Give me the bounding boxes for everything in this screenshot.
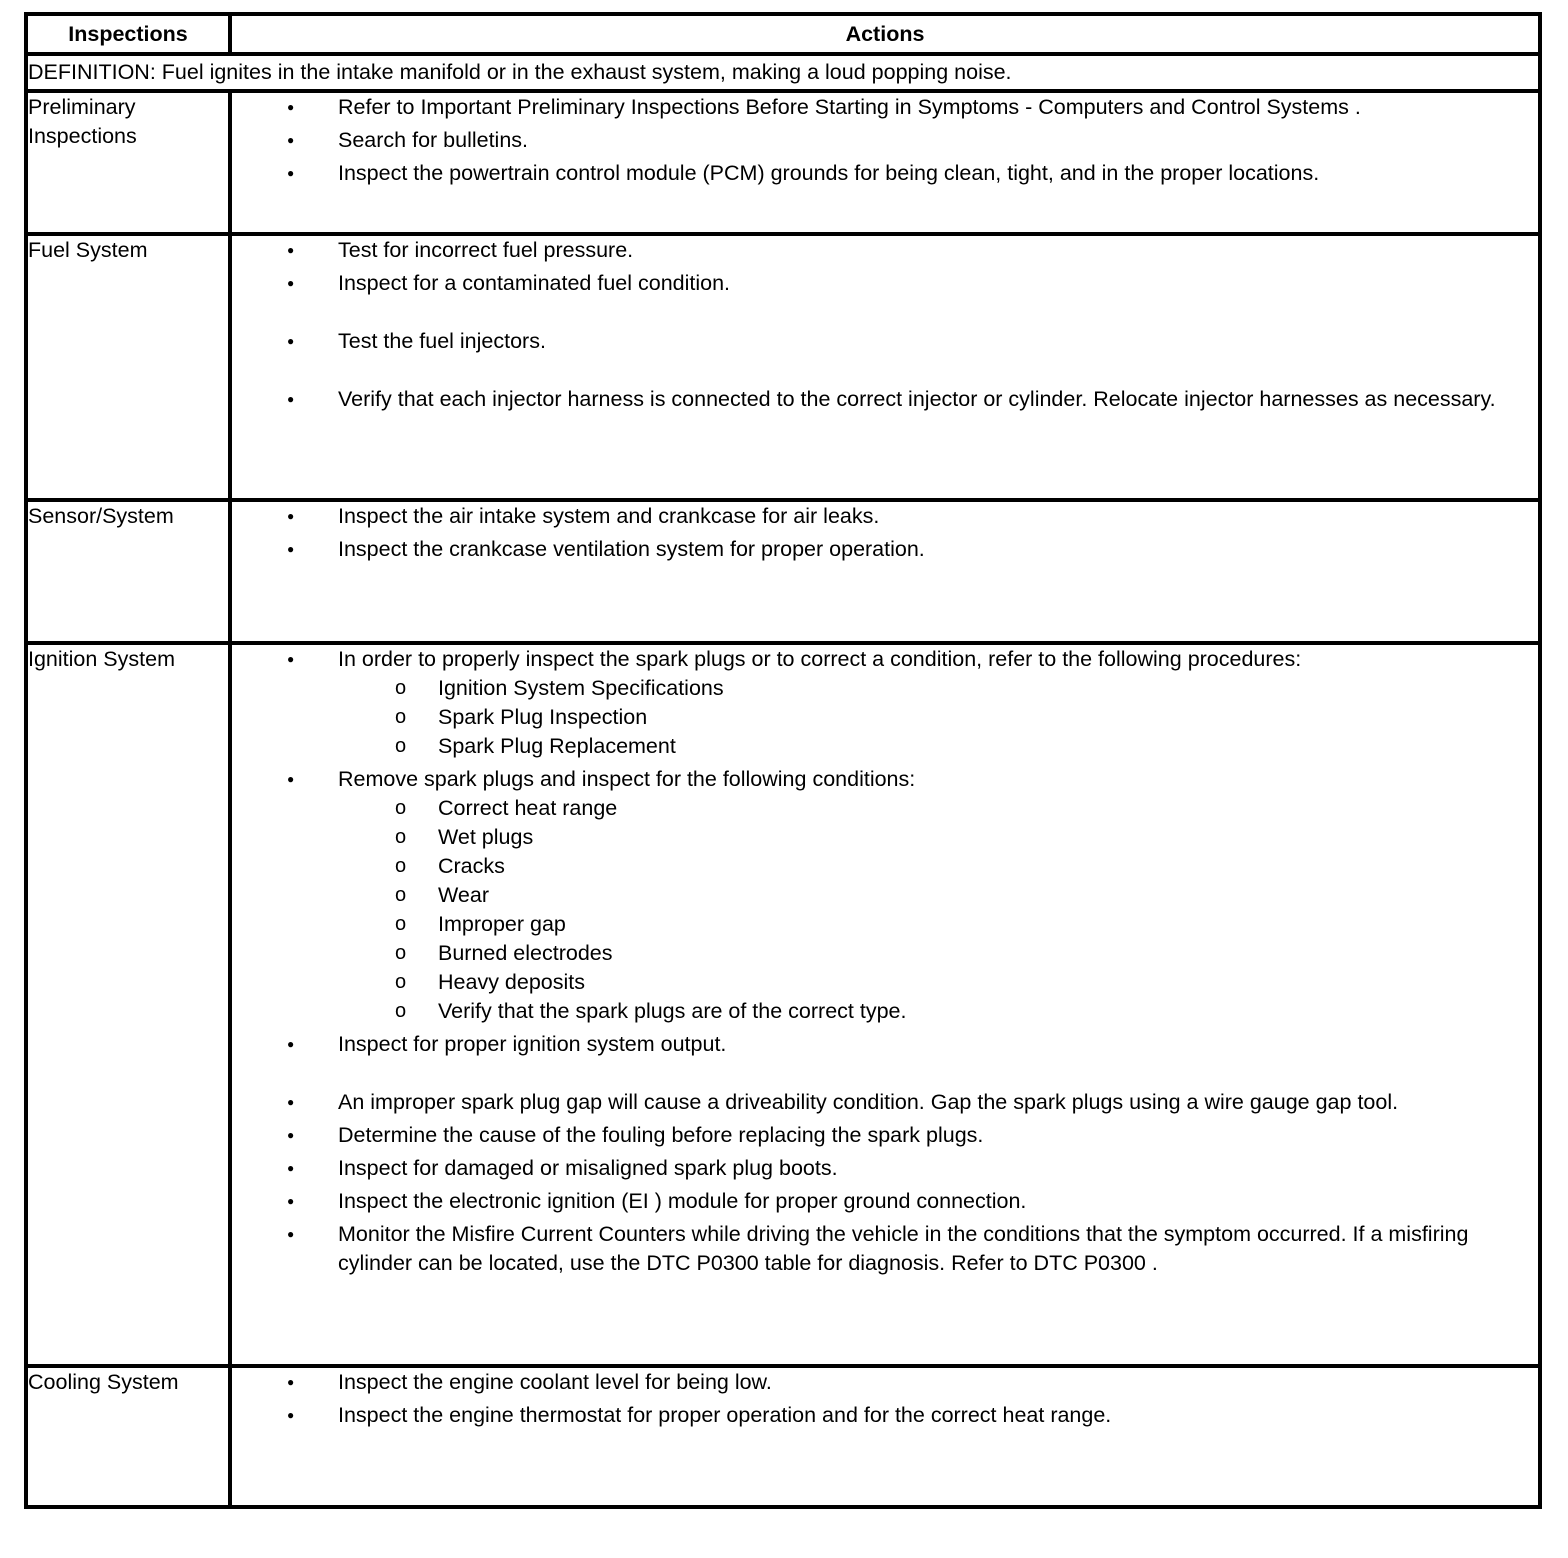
list-item: ● Search for bulletins. <box>232 126 1538 155</box>
sub-list-item: o Burned electrodes <box>238 939 1538 968</box>
list-item-text: In order to properly inspect the spark plugs or to correct a condition, refer to the following procedures: <box>338 647 1302 671</box>
list-item: ● Inspect the electronic ignition (EI ) module for proper ground connection. <box>232 1187 1538 1216</box>
sub-list-item: o Spark Plug Replacement <box>238 732 1538 761</box>
inspection-label: Preliminary Inspections <box>26 91 230 234</box>
definition-row <box>26 54 1540 91</box>
list-item: ● Test for incorrect fuel pressure. <box>232 236 1538 265</box>
sub-list-item: o Heavy deposits <box>238 968 1538 997</box>
sub-list-item: o Wet plugs <box>238 823 1538 852</box>
table-row-sensor-system <box>26 500 1540 643</box>
sub-list <box>338 674 1538 761</box>
sub-list-item: o Verify that the spark plugs are of the correct type. <box>238 997 1538 1026</box>
sub-list-item: o Correct heat range <box>238 794 1538 823</box>
definition-text: DEFINITION: Fuel ignites in the intake manifold or in the exhaust system, making a loud popping noise. <box>26 54 1540 91</box>
sub-list-item: o Spark Plug Inspection <box>238 703 1538 732</box>
sub-list-item: o Improper gap <box>238 910 1538 939</box>
actions-cell <box>230 1366 1540 1507</box>
inspection-label: Fuel System <box>26 234 230 500</box>
sub-list-item: o Ignition System Specifications <box>238 674 1538 703</box>
action-list <box>232 502 1538 564</box>
sub-list-item: o Wear <box>238 881 1538 910</box>
list-item: ● Inspect for damaged or misaligned spark plug boots. <box>232 1154 1538 1183</box>
list-item: ● Inspect the engine thermostat for proper operation and for the correct heat range. <box>232 1401 1538 1430</box>
sub-list-item: o Cracks <box>238 852 1538 881</box>
list-item: ● Inspect the engine coolant level for being low. <box>232 1368 1538 1397</box>
table-row-fuel-system <box>26 234 1540 500</box>
list-item: ● Test the fuel injectors. <box>232 327 1538 356</box>
diagnostic-table <box>24 12 1542 1509</box>
list-item: ● Inspect the crankcase ventilation system for proper operation. <box>232 535 1538 564</box>
inspection-label: Cooling System <box>26 1366 230 1507</box>
list-item <box>232 645 1538 761</box>
inspections-header: Inspections <box>26 14 230 54</box>
actions-header: Actions <box>230 14 1540 54</box>
header-row <box>26 14 1540 54</box>
list-item: ● Refer to Important Preliminary Inspections Before Starting in Symptoms - Computers and Control Systems . <box>232 93 1538 122</box>
table-row-cooling-system <box>26 1366 1540 1507</box>
table-row-ignition-system <box>26 643 1540 1366</box>
list-item: ● Determine the cause of the fouling before replacing the spark plugs. <box>232 1121 1538 1150</box>
list-item: ● Monitor the Misfire Current Counters while driving the vehicle in the conditions that the symptom occurred. If a misfiring cylinder can be located, use the DTC P0300 table for diagnosis. Refer to DTC P0300 . <box>232 1220 1538 1278</box>
actions-cell <box>230 91 1540 234</box>
action-list <box>232 236 1538 414</box>
list-item: ● An improper spark plug gap will cause a driveability condition. Gap the spark plugs using a wire gauge gap tool. <box>232 1088 1538 1117</box>
list-item: ● Inspect the air intake system and crankcase for air leaks. <box>232 502 1538 531</box>
list-item-text: Remove spark plugs and inspect for the following conditions: <box>338 767 916 791</box>
list-item: ● Verify that each injector harness is connected to the correct injector or cylinder. Relocate injector harnesses as necessary. <box>232 385 1538 414</box>
actions-cell <box>230 500 1540 643</box>
action-list <box>232 1368 1538 1430</box>
action-list <box>232 93 1538 188</box>
list-item: ● Inspect for a contaminated fuel condition. <box>232 269 1538 298</box>
list-item: ● Inspect the powertrain control module (PCM) grounds for being clean, tight, and in the proper locations. <box>232 159 1538 188</box>
list-item <box>232 765 1538 1026</box>
actions-cell <box>230 234 1540 500</box>
inspection-label: Sensor/System <box>26 500 230 643</box>
table-row-preliminary <box>26 91 1540 234</box>
actions-cell <box>230 643 1540 1366</box>
inspection-label: Ignition System <box>26 643 230 1366</box>
list-item: ● Inspect for proper ignition system output. <box>232 1030 1538 1059</box>
action-list <box>232 645 1538 1278</box>
sub-list <box>338 794 1538 1026</box>
